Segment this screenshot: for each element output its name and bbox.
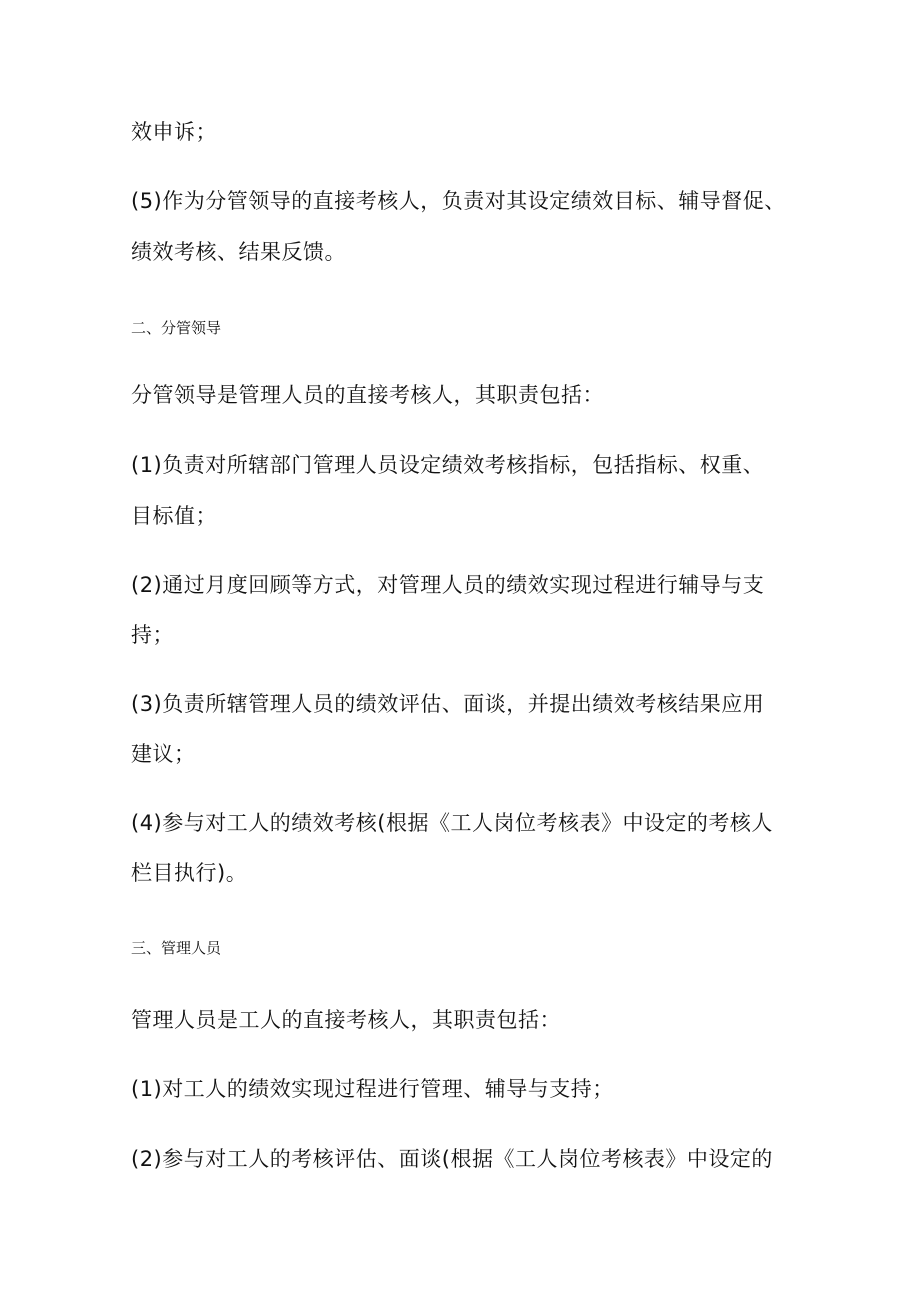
- section-heading: 三、管理人员: [131, 939, 222, 957]
- text-line: 绩效考核、结果反馈。: [131, 240, 346, 264]
- text-line: (3)负责所辖管理人员的绩效评估、面谈，并提出绩效考核结果应用: [131, 692, 765, 716]
- text-line: (5)作为分管领导的直接考核人，负责对其设定绩效目标、辅导督促、: [131, 189, 786, 213]
- section-heading: 二、分管领导: [131, 319, 222, 337]
- text-line: 效申诉；: [131, 120, 217, 144]
- text-line: 持；: [131, 623, 174, 647]
- text-line: 分管领导是管理人员的直接考核人，其职责包括：: [131, 383, 604, 407]
- text-line: (2)通过月度回顾等方式，对管理人员的绩效实现过程进行辅导与支: [131, 573, 765, 597]
- text-line: (1)负责对所辖部门管理人员设定绩效考核指标，包括指标、权重、: [131, 453, 765, 477]
- text-line: 建议；: [131, 742, 196, 766]
- text-line: (1)对工人的绩效实现过程进行管理、辅导与支持；: [131, 1077, 614, 1101]
- text-line: (2)参与对工人的考核评估、面谈(根据《工人岗位考核表》中设定的: [131, 1147, 773, 1171]
- text-line: 目标值；: [131, 504, 217, 528]
- text-line: 管理人员是工人的直接考核人，其职责包括：: [131, 1008, 561, 1032]
- text-line: (4)参与对工人的绩效考核(根据《工人岗位考核表》中设定的考核人: [131, 811, 773, 835]
- text-line: 栏目执行)。: [131, 861, 248, 885]
